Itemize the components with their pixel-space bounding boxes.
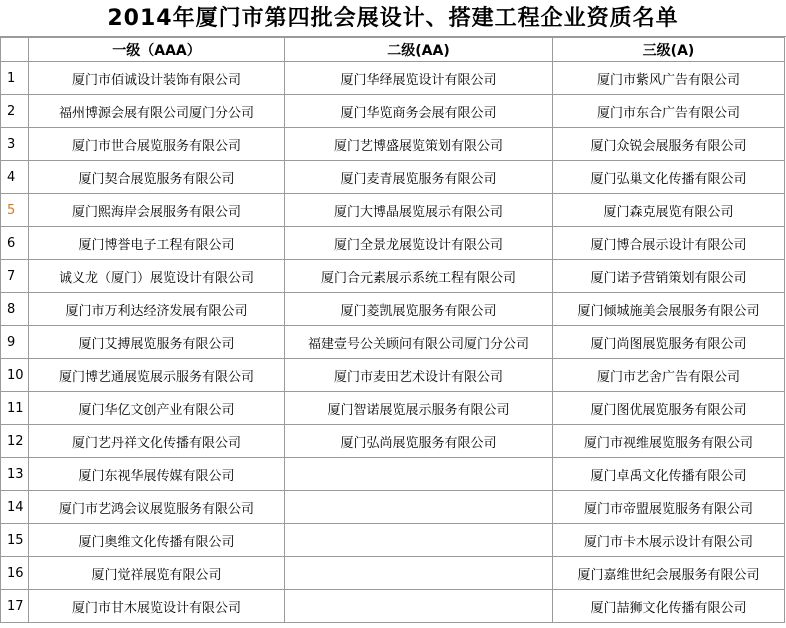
- grade-aaa-cell[interactable]: 厦门市佰诚设计装饰有限公司: [29, 62, 285, 95]
- grade-a-cell[interactable]: 厦门尚图展览服务有限公司: [553, 326, 785, 359]
- grade-aaa-cell[interactable]: 厦门觉祥展览有限公司: [29, 557, 285, 590]
- grade-aa-cell[interactable]: 厦门全景龙展览设计有限公司: [285, 227, 553, 260]
- grade-aa-cell[interactable]: [285, 491, 553, 524]
- table-row: [1, 590, 785, 623]
- header-grade-aa[interactable]: 二级(AA): [285, 38, 553, 62]
- grade-aa-cell[interactable]: 厦门华绎展览设计有限公司: [285, 62, 553, 95]
- row-number-cell[interactable]: 4: [1, 161, 29, 194]
- row-number-cell[interactable]: 2: [1, 95, 29, 128]
- grade-a-cell[interactable]: 厦门众锐会展服务有限公司: [553, 128, 785, 161]
- table-row: [1, 95, 785, 128]
- grade-aa-cell[interactable]: 厦门弘尚展览服务有限公司: [285, 425, 553, 458]
- grade-aaa-cell[interactable]: 厦门熙海岸会展服务有限公司: [29, 194, 285, 227]
- grade-aaa-cell[interactable]: 厦门市甘木展览设计有限公司: [29, 590, 285, 623]
- table-row: [1, 128, 785, 161]
- grade-aaa-cell[interactable]: 厦门东视华展传媒有限公司: [29, 458, 285, 491]
- header-number[interactable]: [1, 38, 29, 62]
- row-number-cell[interactable]: 3: [1, 128, 29, 161]
- row-number-cell[interactable]: 14: [1, 491, 29, 524]
- grade-a-cell[interactable]: 厦门卓禹文化传播有限公司: [553, 458, 785, 491]
- table-row: [1, 293, 785, 326]
- grade-aaa-cell[interactable]: 厦门博艺通展览展示服务有限公司: [29, 359, 285, 392]
- grade-aa-cell[interactable]: 福建壹号公关顾问有限公司厦门分公司: [285, 326, 553, 359]
- grade-a-cell[interactable]: 厦门倾城施美会展服务有限公司: [553, 293, 785, 326]
- grade-a-cell[interactable]: 厦门图优展览服务有限公司: [553, 392, 785, 425]
- grade-aa-cell[interactable]: 厦门菱凯展览服务有限公司: [285, 293, 553, 326]
- table-row: [1, 227, 785, 260]
- grade-aaa-cell[interactable]: 福州博源会展有限公司厦门分公司: [29, 95, 285, 128]
- grade-a-cell[interactable]: 厦门博合展示设计有限公司: [553, 227, 785, 260]
- grade-aaa-cell[interactable]: 厦门市世合展览服务有限公司: [29, 128, 285, 161]
- row-number-cell[interactable]: 1: [1, 62, 29, 95]
- qualification-table: [0, 37, 785, 623]
- grade-aa-cell[interactable]: 厦门华览商务会展有限公司: [285, 95, 553, 128]
- row-number-cell[interactable]: 16: [1, 557, 29, 590]
- grade-aaa-cell[interactable]: 厦门艾搏展览服务有限公司: [29, 326, 285, 359]
- table-row: [1, 392, 785, 425]
- grade-a-cell[interactable]: 厦门弘巢文化传播有限公司: [553, 161, 785, 194]
- table-row: [1, 260, 785, 293]
- grade-aaa-cell[interactable]: 厦门契合展览服务有限公司: [29, 161, 285, 194]
- row-number-cell[interactable]: 13: [1, 458, 29, 491]
- grade-aaa-cell[interactable]: 厦门市万利达经济发展有限公司: [29, 293, 285, 326]
- table-body: [1, 62, 785, 623]
- grade-aa-cell[interactable]: 厦门大博晶展览展示有限公司: [285, 194, 553, 227]
- grade-a-cell[interactable]: 厦门喆狮文化传播有限公司: [553, 590, 785, 623]
- row-number-cell[interactable]: 15: [1, 524, 29, 557]
- grade-aa-cell[interactable]: [285, 590, 553, 623]
- row-number-cell[interactable]: 6: [1, 227, 29, 260]
- grade-aaa-cell[interactable]: 厦门奥维文化传播有限公司: [29, 524, 285, 557]
- grade-a-cell[interactable]: 厦门市帝盟展览服务有限公司: [553, 491, 785, 524]
- table-row: [1, 491, 785, 524]
- row-number-cell[interactable]: 10: [1, 359, 29, 392]
- header-row: [1, 38, 785, 62]
- grade-aaa-cell[interactable]: 厦门艺丹祥文化传播有限公司: [29, 425, 285, 458]
- grade-aa-cell[interactable]: 厦门智诺展览展示服务有限公司: [285, 392, 553, 425]
- grade-a-cell[interactable]: 厦门市艺舍广告有限公司: [553, 359, 785, 392]
- grade-a-cell[interactable]: 厦门嘉维世纪会展服务有限公司: [553, 557, 785, 590]
- table-row: [1, 194, 785, 227]
- header-grade-aaa[interactable]: 一级（AAA）: [29, 38, 285, 62]
- table-row: [1, 557, 785, 590]
- grade-a-cell[interactable]: 厦门市紫风广告有限公司: [553, 62, 785, 95]
- row-number-cell[interactable]: 9: [1, 326, 29, 359]
- row-number-cell[interactable]: 12: [1, 425, 29, 458]
- table-row: [1, 524, 785, 557]
- grade-aa-cell[interactable]: [285, 524, 553, 557]
- table-row: [1, 161, 785, 194]
- grade-aa-cell[interactable]: [285, 458, 553, 491]
- grade-a-cell[interactable]: 厦门市视维展览服务有限公司: [553, 425, 785, 458]
- sheet-title: 2014年厦门市第四批会展设计、搭建工程企业资质名单: [0, 0, 786, 37]
- table-row: [1, 458, 785, 491]
- row-number-cell[interactable]: 11: [1, 392, 29, 425]
- grade-aa-cell[interactable]: 厦门合元素展示系统工程有限公司: [285, 260, 553, 293]
- table-row: [1, 326, 785, 359]
- table-row: [1, 425, 785, 458]
- grade-aaa-cell[interactable]: 厦门华亿文创产业有限公司: [29, 392, 285, 425]
- grade-a-cell[interactable]: 厦门市卡木展示设计有限公司: [553, 524, 785, 557]
- grade-a-cell[interactable]: 厦门诺予营销策划有限公司: [553, 260, 785, 293]
- grade-aa-cell[interactable]: 厦门艺博盛展览策划有限公司: [285, 128, 553, 161]
- grade-aaa-cell[interactable]: 厦门市艺鸿会议展览服务有限公司: [29, 491, 285, 524]
- grade-a-cell[interactable]: 厦门森克展览有限公司: [553, 194, 785, 227]
- row-number-cell[interactable]: 8: [1, 293, 29, 326]
- table-row: [1, 359, 785, 392]
- row-number-cell[interactable]: 17: [1, 590, 29, 623]
- row-number-cell[interactable]: 7: [1, 260, 29, 293]
- grade-a-cell[interactable]: 厦门市东合广告有限公司: [553, 95, 785, 128]
- grade-aa-cell[interactable]: 厦门市麦田艺术设计有限公司: [285, 359, 553, 392]
- grade-aaa-cell[interactable]: 厦门博誉电子工程有限公司: [29, 227, 285, 260]
- table-row: [1, 62, 785, 95]
- grade-aa-cell[interactable]: [285, 557, 553, 590]
- header-grade-a[interactable]: 三级(A): [553, 38, 785, 62]
- grade-aaa-cell[interactable]: 诚义龙（厦门）展览设计有限公司: [29, 260, 285, 293]
- row-number-cell[interactable]: 5: [1, 194, 29, 227]
- grade-aa-cell[interactable]: 厦门麦青展览服务有限公司: [285, 161, 553, 194]
